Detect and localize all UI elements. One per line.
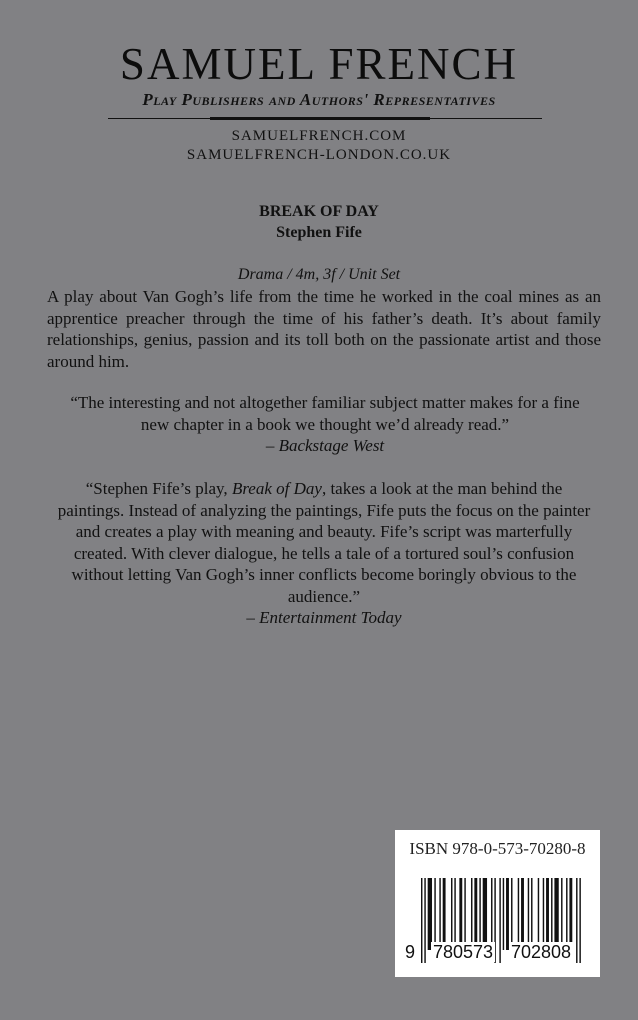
publisher-name: SAMUEL FRENCH — [119, 39, 519, 89]
barcode-bar — [428, 878, 432, 950]
barcode-bar — [451, 878, 452, 950]
barcode-bar — [491, 878, 492, 950]
quote-source: – Backstage West — [265, 436, 385, 455]
barcode-bar — [566, 878, 567, 950]
barcode-bar — [459, 878, 462, 950]
barcode-bar — [538, 878, 539, 950]
barcode-bar — [551, 878, 552, 950]
barcode-bar — [528, 878, 529, 950]
barcode-bar — [499, 878, 500, 963]
barcode-digits-right: 702808 — [511, 942, 572, 962]
divider-accent — [210, 117, 430, 120]
barcode-bar — [439, 878, 440, 950]
isbn-barcode — [395, 830, 600, 977]
barcode-bar — [554, 878, 558, 950]
barcode-bar — [521, 878, 524, 950]
barcode-bar — [569, 878, 572, 950]
play-title: BREAK OF DAY — [259, 203, 379, 220]
quote-text: “The interesting and not altogether familiar subject matter makes for a fine new chapter in a book we thought we’d already read.” — [70, 393, 580, 434]
quote-source: – Entertainment Today — [246, 608, 402, 627]
barcode-bar — [531, 878, 532, 950]
url-samuelfrench-london: SAMUELFRENCH-LONDON.CO.UK — [186, 147, 452, 163]
barcode-bar — [474, 878, 477, 950]
url-samuelfrench: SAMUELFRENCH.COM — [231, 128, 407, 144]
review-quote-1 — [60, 392, 590, 457]
barcode-bar — [483, 878, 487, 950]
barcode-bar — [464, 878, 465, 950]
barcode-bar — [561, 878, 562, 950]
barcode-bar — [579, 878, 580, 963]
barcode-bar — [443, 878, 446, 950]
review-quote-2 — [52, 478, 596, 629]
barcode-bar — [543, 878, 544, 950]
barcode-bar — [434, 878, 435, 950]
barcode-digits-left: 780573 — [433, 942, 494, 962]
play-description: A play about Van Gogh’s life from the time he worked in the coal mines as an apprentice preacher through the time of his father’s death. It’s about family relationships, genius, passion and its toll both on the passionate artist and those around him. — [47, 287, 601, 371]
quote-text: “Stephen Fife’s play, — [85, 479, 232, 498]
barcode-digit-first: 9 — [405, 942, 416, 962]
barcode-bar — [546, 878, 549, 950]
barcode-bar — [506, 878, 509, 950]
play-author: Stephen Fife — [276, 224, 362, 241]
play-genre: Drama / 4m, 3f / Unit Set — [237, 266, 401, 283]
barcode-bar — [421, 878, 422, 963]
publisher-tagline: Play Publishers and Authors' Representatives — [142, 90, 496, 109]
isbn-label: ISBN 978-0-573-70280-8 — [409, 839, 586, 858]
barcode-bar — [518, 878, 519, 950]
quote-text-cont: , takes a look at the man behind the paintings. Instead of analyzing the paintings, Fife puts the focus on the painter and creates a play with meaning and beauty. Fife’s script was marterfully created. With clever dialogue, he tells a tale of a tortured soul’s confusion without letting Van Gogh’s inner conflicts become boringly obvious to the audience.” — [57, 479, 591, 606]
barcode-bar — [576, 878, 577, 963]
barcode-bar — [424, 878, 425, 963]
barcode-bar — [454, 878, 455, 950]
barcode-bar — [471, 878, 472, 950]
barcode-bar — [503, 878, 504, 950]
barcode-bar — [511, 878, 512, 950]
quote-title: Break of Day — [231, 479, 322, 498]
barcode-bar — [479, 878, 480, 950]
